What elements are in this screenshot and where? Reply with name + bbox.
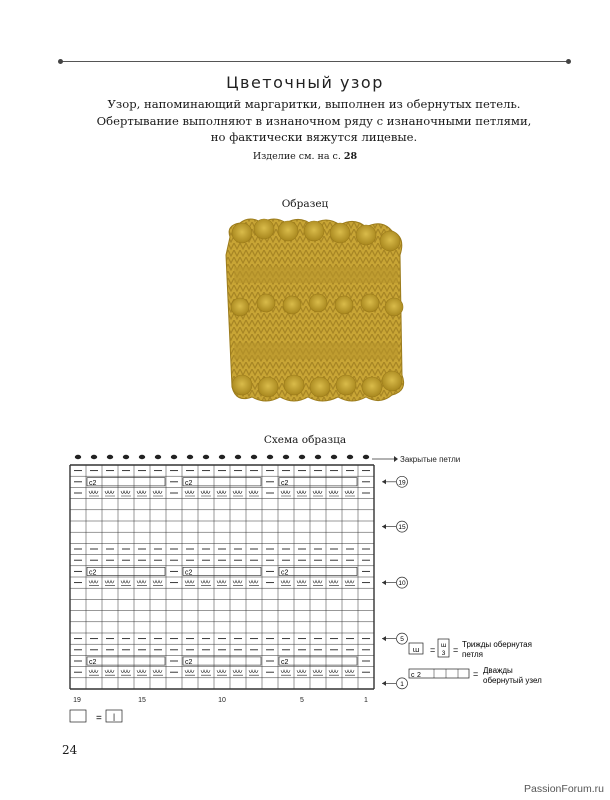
wrapped-stitch <box>137 670 147 675</box>
cable-label: c2 <box>185 479 193 487</box>
bind-off-dot <box>139 455 145 459</box>
sample-caption: Образец <box>281 198 329 210</box>
wrapped-stitch <box>297 670 307 675</box>
wrapped-stitch <box>201 491 211 496</box>
row-marker-label: 19 <box>398 479 406 487</box>
svg-text:c: c <box>411 672 415 679</box>
project-reference <box>0 151 610 162</box>
knitting-chart <box>60 448 570 728</box>
wrapped-stitch <box>249 491 259 496</box>
cable-symbol <box>183 478 261 486</box>
wrapped-stitch <box>345 491 355 496</box>
cable-symbol <box>279 478 357 486</box>
wrapped-stitch <box>345 581 355 586</box>
top-rule <box>60 61 568 62</box>
arrowhead-icon <box>382 636 386 641</box>
wrapped-stitch <box>329 491 339 496</box>
wrapped-stitch <box>121 491 131 496</box>
wrapped-stitch <box>329 581 339 586</box>
wrapped-stitch <box>89 670 99 675</box>
wrapped-stitch <box>329 670 339 675</box>
bind-off-dot <box>107 455 113 459</box>
legend-triple-wrapped <box>409 639 532 659</box>
cable-label: c2 <box>185 659 193 667</box>
wrapped-stitch <box>89 491 99 496</box>
wrapped-stitch <box>217 581 227 586</box>
cable-symbol <box>183 567 261 575</box>
column-label: 15 <box>138 697 146 704</box>
wrapped-stitch <box>313 491 323 496</box>
wrapped-stitch <box>281 670 291 675</box>
wrapped-stitch <box>201 670 211 675</box>
wrapped-stitch <box>233 670 243 675</box>
wrapped-stitch <box>233 581 243 586</box>
legend-number: 3 <box>441 650 446 657</box>
wrapped-stitch <box>201 581 211 586</box>
bind-off-dot <box>315 455 321 459</box>
wrapped-stitch <box>185 581 195 586</box>
arrowhead-icon <box>382 479 386 484</box>
bind-off-dot <box>187 455 193 459</box>
wrapped-stitch <box>185 670 195 675</box>
row-marker-label: 5 <box>400 636 404 644</box>
cable-symbol <box>279 657 357 665</box>
row-marker-label: 10 <box>398 580 406 588</box>
wrapped-stitch <box>121 581 131 586</box>
legend-number: 2 <box>417 672 421 679</box>
arrowhead-icon <box>382 681 386 686</box>
column-label: 19 <box>73 697 81 704</box>
bind-off-dot <box>331 455 337 459</box>
reference-text: Изделие см. на с. <box>252 151 344 162</box>
wrapped-stitch <box>249 581 259 586</box>
wrapped-stitch <box>233 491 243 496</box>
watermark: PassionForum.ru <box>524 783 604 795</box>
wrapped-stitch <box>121 670 131 675</box>
row-markers <box>382 476 408 689</box>
wrapped-stitch <box>105 491 115 496</box>
wrapped-stitch <box>153 581 163 586</box>
wrapped-stitch <box>297 581 307 586</box>
cable-label: c2 <box>281 659 289 667</box>
arrowhead-icon <box>382 580 386 585</box>
wrapped-stitch <box>217 491 227 496</box>
chart-symbols <box>74 471 370 676</box>
wrapped-stitch <box>217 670 227 675</box>
wrapped-stitch <box>281 581 291 586</box>
rule-dot-right <box>566 59 571 64</box>
cable-symbol <box>87 478 165 486</box>
svg-text:=: = <box>473 669 479 679</box>
bind-off-dot <box>155 455 161 459</box>
bind-off-row <box>75 455 369 459</box>
wrapped-stitch <box>313 670 323 675</box>
wrapped-stitch <box>137 581 147 586</box>
reference-page: 28 <box>343 151 358 162</box>
cable-symbol <box>183 657 261 665</box>
wrapped-stitch <box>249 670 259 675</box>
bind-off-dot <box>203 455 209 459</box>
wrapped-stitch <box>281 491 291 496</box>
bind-off-dot <box>283 455 289 459</box>
page-title: Цветочный узор <box>226 73 384 92</box>
cable-label: c2 <box>281 569 289 577</box>
bind-off-dot <box>251 455 257 459</box>
row-marker-label: 15 <box>398 524 406 532</box>
row-marker-label: 1 <box>400 680 404 688</box>
cable-symbol <box>279 567 357 575</box>
bind-off-dot <box>299 455 305 459</box>
legend-label: петля <box>462 650 484 659</box>
wrapped-stitch <box>185 491 195 496</box>
knitted-swatch-image <box>216 215 410 405</box>
wrapped-stitch <box>345 670 355 675</box>
legend-symbol: | <box>112 712 116 722</box>
wrapped-stitch <box>137 491 147 496</box>
column-label: 1 <box>364 697 368 704</box>
description-line: Узор, напоминающий маргаритки, выполнен из обернутых петель. <box>107 97 521 111</box>
wrapped-stitch <box>153 670 163 675</box>
cable-label: c2 <box>89 569 97 577</box>
svg-text:=: = <box>96 713 102 724</box>
description-line: Обертывание выполняют в изнаночном ряду с изнаночными петлями, <box>96 113 532 128</box>
legend-double-wrapped <box>409 666 542 685</box>
wrapped-stitch <box>89 581 99 586</box>
legend-label: Трижды обернутая <box>462 640 532 649</box>
wrapped-stitch <box>297 491 307 496</box>
bind-off-dot <box>219 455 225 459</box>
svg-text:=: = <box>430 645 436 655</box>
description-line: но фактически вяжутся лицевые. <box>210 130 418 144</box>
svg-text:=: = <box>453 645 459 655</box>
cable-label: c2 <box>281 479 289 487</box>
cable-symbol <box>87 567 165 575</box>
svg-text:ա: ա <box>440 642 447 649</box>
chart-grid <box>70 465 374 689</box>
chart-caption: Схема образца <box>263 434 347 446</box>
bind-off-dot <box>235 455 241 459</box>
bind-off-dot <box>267 455 273 459</box>
bind-off-dot <box>91 455 97 459</box>
cable-label: c2 <box>89 659 97 667</box>
wrapped-stitch <box>153 491 163 496</box>
bind-off-dot <box>171 455 177 459</box>
bind-off-dot <box>347 455 353 459</box>
cable-label: c2 <box>185 569 193 577</box>
page-number: 24 <box>62 743 78 757</box>
legend-label: Дважды <box>483 666 513 675</box>
cable-symbol <box>87 657 165 665</box>
column-label: 10 <box>218 697 226 704</box>
cable-label: c2 <box>89 479 97 487</box>
wrapped-stitch <box>105 670 115 675</box>
bind-off-label: Закрытые петли <box>400 455 461 464</box>
wrapped-stitch <box>105 581 115 586</box>
arrowhead-icon <box>394 456 398 462</box>
rule-dot-left <box>58 59 63 64</box>
bind-off-dot <box>123 455 129 459</box>
column-label: 5 <box>300 697 304 704</box>
wrapped-stitch <box>313 581 323 586</box>
arrowhead-icon <box>382 524 386 529</box>
svg-text:ա: ա <box>412 646 420 654</box>
legend-blank-square <box>70 710 122 724</box>
bind-off-dot <box>363 455 369 459</box>
legend-label: обернутый узел <box>483 676 542 685</box>
bind-off-dot <box>75 455 81 459</box>
description <box>60 96 568 146</box>
